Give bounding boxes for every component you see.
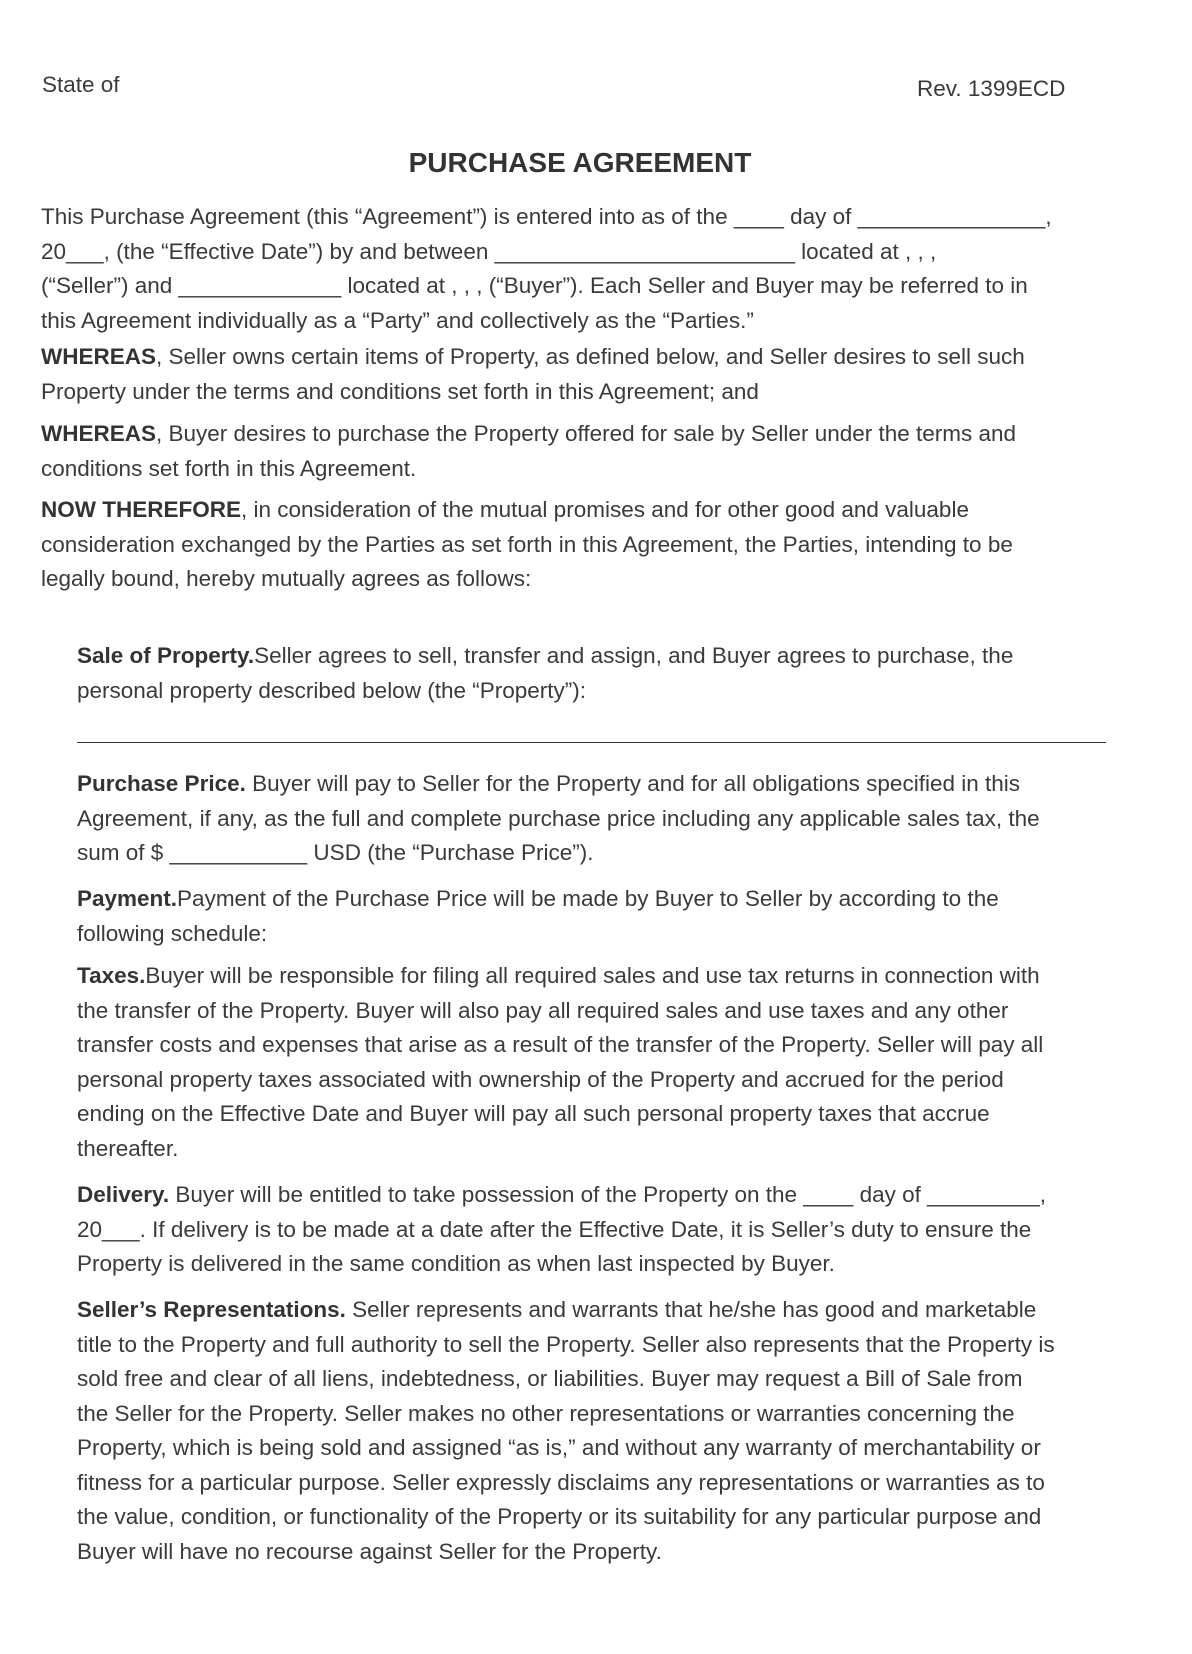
section-sale-of-property <box>77 639 1152 708</box>
section-line: the value, condition, or functionality of the Property or its suitability for any particular purpose and <box>77 1504 1042 1529</box>
now-therefore-line: legally bound, hereby mutually agrees as follows: <box>41 566 532 591</box>
now-therefore-line: , in consideration of the mutual promises and for other good and valuable <box>241 497 969 522</box>
whereas-line: , Seller owns certain items of Property, as defined below, and Seller desires to sell such <box>156 344 1025 369</box>
section-line: the transfer of the Property. Buyer will also pay all required sales and use taxes and any other <box>77 997 1009 1023</box>
now-therefore-keyword: NOW THEREFORE <box>41 497 241 522</box>
section-line: personal property described below (the “Property”): <box>77 677 586 703</box>
whereas-line: , Buyer desires to purchase the Property offered for sale by Seller under the terms and <box>156 421 1017 446</box>
section-line: the Seller for the Property. Seller makes no other representations or warranties concerning the <box>77 1400 1015 1426</box>
section-heading: Seller’s Representations. <box>77 1297 346 1322</box>
section-line: Buyer will be responsible for filing all required sales and use tax returns in connection with <box>145 963 1040 988</box>
state-label: State of <box>42 72 120 97</box>
section-line: title to the Property and full authority to sell the Property. Seller also represents that the Property is <box>77 1331 1055 1357</box>
whereas-buyer-paragraph <box>41 417 1151 486</box>
section-line: ending on the Effective Date and Buyer will pay all such personal property taxes that accrue <box>77 1101 990 1126</box>
property-description-blank-line <box>77 742 1106 743</box>
document-title: PURCHASE AGREEMENT <box>408 147 752 178</box>
whereas-seller-paragraph <box>41 340 1151 409</box>
section-line: transfer costs and expenses that arise as a result of the transfer of the Property. Seller will pay all <box>77 1032 1044 1057</box>
intro-line: (“Seller”) and _____________ located at , , , (“Buyer”). Each Seller and Buyer may be referred to in <box>41 273 1028 298</box>
section-line: Seller represents and warrants that he/she has good and marketable <box>345 1297 1037 1322</box>
section-purchase-price <box>77 767 1152 871</box>
section-line: sold free and clear of all liens, indebtedness, or liabilities. Buyer may request a Bill of Sale from <box>77 1366 1023 1391</box>
intro-line: 20___, (the “Effective Date”) by and between ________________________ located at , , , <box>41 238 937 264</box>
section-line: Payment of the Purchase Price will be made by Buyer to Seller by according to the <box>177 886 999 911</box>
section-line: Buyer will pay to Seller for the Property and for all obligations specified in this <box>245 771 1020 796</box>
section-taxes <box>77 959 1152 1166</box>
section-line: Property is delivered in the same condition as when last inspected by Buyer. <box>77 1251 835 1276</box>
intro-paragraph <box>41 200 1151 338</box>
section-heading: Taxes. <box>77 963 146 988</box>
section-line: fitness for a particular purpose. Seller expressly disclaims any representations or warranties as to <box>77 1469 1045 1495</box>
section-line: thereafter. <box>77 1135 179 1161</box>
whereas-line: conditions set forth in this Agreement. <box>41 455 417 481</box>
whereas-keyword: WHEREAS <box>41 421 157 446</box>
now-therefore-paragraph <box>41 493 1151 597</box>
section-line: Seller agrees to sell, transfer and assign, and Buyer agrees to purchase, the <box>254 643 1014 668</box>
section-heading: Sale of Property. <box>77 643 255 668</box>
section-heading: Purchase Price. <box>77 771 246 796</box>
section-line: 20___. If delivery is to be made at a date after the Effective Date, it is Seller’s duty to ensure the <box>77 1216 1032 1242</box>
section-sellers-representations <box>77 1293 1167 1569</box>
section-line: following schedule: <box>77 920 268 946</box>
section-delivery <box>77 1178 1152 1282</box>
section-line: Buyer will be entitled to take possession of the Property on the ____ day of _________, <box>169 1182 1046 1207</box>
revision-label: Rev. 1399ECD <box>917 76 1066 101</box>
section-line: Buyer will have no recourse against Seller for the Property. <box>77 1538 662 1564</box>
section-line: sum of $ ___________ USD (the “Purchase Price”). <box>77 840 594 865</box>
section-heading: Payment. <box>77 886 178 911</box>
whereas-line: Property under the terms and conditions set forth in this Agreement; and <box>41 378 759 404</box>
intro-line: This Purchase Agreement (this “Agreement”) is entered into as of the ____ day of _______________, <box>41 204 1052 229</box>
section-line: Property, which is being sold and assigned “as is,” and without any warranty of merchantability or <box>77 1435 1041 1460</box>
now-therefore-line: consideration exchanged by the Parties as set forth in this Agreement, the Parties, intending to be <box>41 531 1013 557</box>
section-payment <box>77 882 1152 951</box>
intro-line: this Agreement individually as a “Party” and collectively as the “Parties.” <box>41 307 754 333</box>
section-heading: Delivery. <box>77 1182 170 1207</box>
section-line: Agreement, if any, as the full and complete purchase price including any applicable sales tax, the <box>77 805 1040 831</box>
section-line: personal property taxes associated with ownership of the Property and accrued for the period <box>77 1066 1004 1092</box>
whereas-keyword: WHEREAS <box>41 344 157 369</box>
